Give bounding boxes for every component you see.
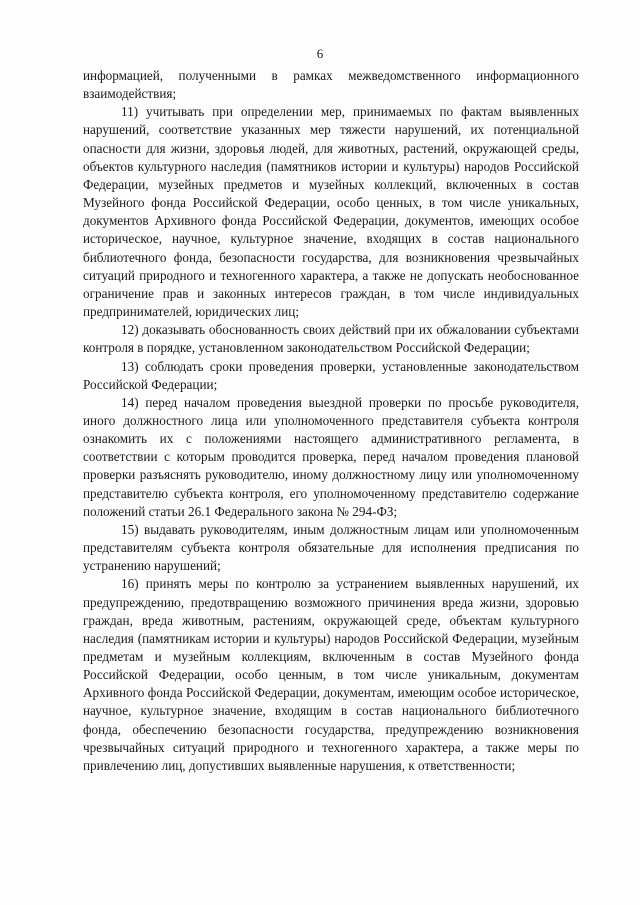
paragraph: 11) учитывать при определении мер, принимаемых по фактам выявленных нарушений, соответствие указанных мер тяжести нарушений, их потенциальной опасности для жизни, здоровья людей, для животных, растений, окружающей среды, объектов культурного наследия (памятников истории и культуры) народов Российской Федерации, музейных предметов и музейных коллекций, включенных в состав Музейного фонда Российской Федерации, особо ценных, в том числе уникальных, документов Архивного фонда Российской Федерации, документов, имеющих особое историческое, научное, культурное значение, входящих в состав национального библиотечного фонда, безопасности государства, для возникновения чрезвычайных ситуаций природного и техногенного характера, а также не допускать необоснованное ограничение прав и законных интересов граждан, в том числе индивидуальных предпринимателей, юридических лиц; bbox=[83, 104, 579, 320]
document-body bbox=[83, 67, 579, 775]
paragraph: 13) соблюдать сроки проведения проверки, установленные законодательством Российской Федерации; bbox=[83, 358, 579, 392]
paragraph: 15) выдавать руководителям, иным должностным лицам или уполномоченным представителям субъекта контроля обязательные для исполнения предписания по устранению нарушений; bbox=[83, 521, 579, 574]
paragraph: 14) перед началом проведения выездной проверки по просьбе руководителя, иного должностного лица или уполномоченного представителя субъекта контроля ознакомить их с положениями настоящего административного регламента, в соответствии с которым проводится проверка, перед началом проведения плановой проверки разъяснять руководителю, иному должностному лицу или уполномоченному представителю субъекта контроля, его уполномоченному представителю содержание положений статьи 26.1 Федерального закона № 294-ФЗ; bbox=[83, 394, 579, 519]
paragraph: 16) принять меры по контролю за устранением выявленных нарушений, их предупреждению, предотвращению возможного причинения вреда жизни, здоровью граждан, вреда животным, растениям, окружающей среде, объектам культурного наследия (памятникам истории и культуры) народов Российской Федерации, музейным предметам и музейным коллекциям, включенным в состав Музейного фонда Российской Федерации, особо ценным, в том числе уникальным, документам Архивного фонда Российской Федерации, документам, имеющим особое историческое, научное, культурное значение, входящим в состав национального библиотечного фонда, обеспечению безопасности государства, предупреждению возникновения чрезвычайных ситуаций природного и техногенного характера, а также меры по привлечению лиц, допустивших выявленные нарушения, к ответственности; bbox=[83, 576, 579, 773]
page-number: 6 bbox=[316, 46, 324, 61]
paragraph: 12) доказывать обоснованность своих действий при их обжаловании субъектами контроля в порядке, установленном законодательством Российской Федерации; bbox=[83, 322, 579, 356]
paragraph: информацией, полученными в рамках межведомственного информационного взаимодействия; bbox=[83, 68, 579, 102]
